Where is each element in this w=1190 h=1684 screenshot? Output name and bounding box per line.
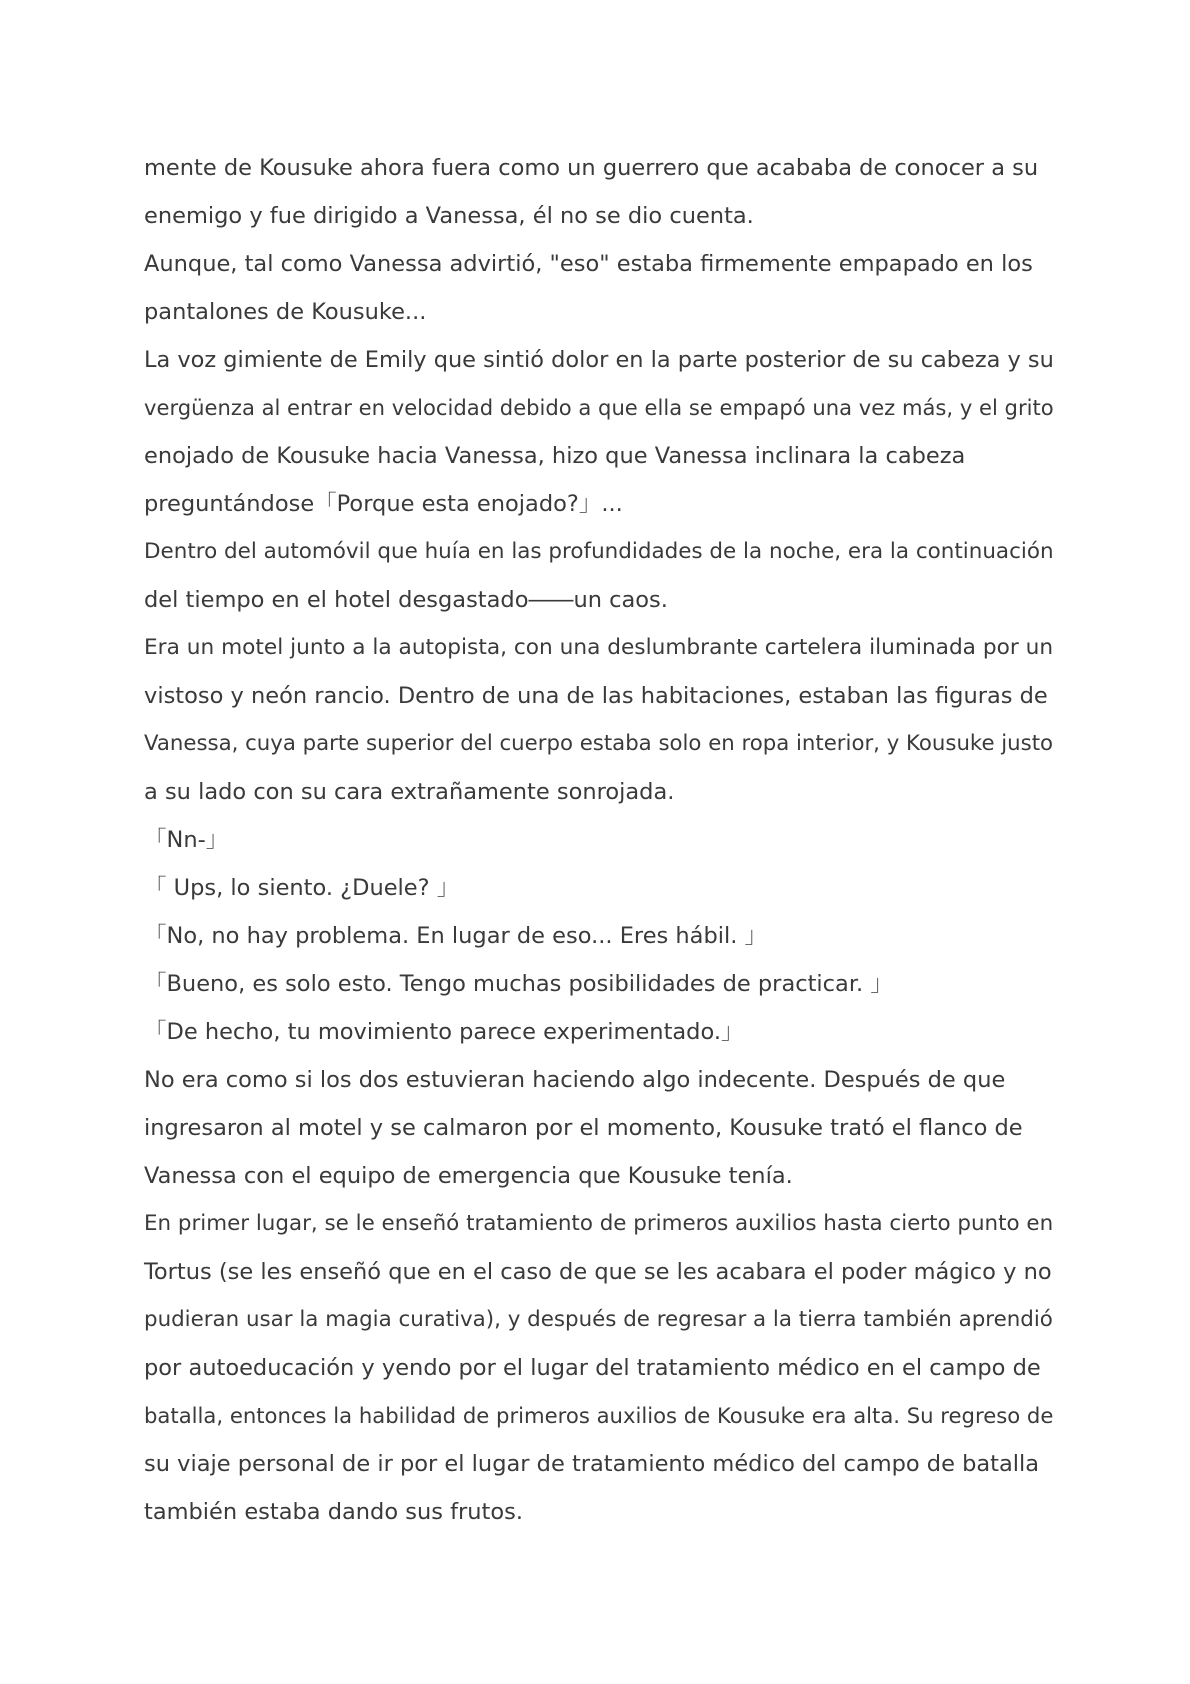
text-line: No era como si los dos estuvieran haciendo algo indecente. Después de que [144, 1067, 1006, 1093]
text-line: ingresaron al motel y se calmaron por el momento, Kousuke trató el flanco de [144, 1115, 1023, 1141]
dialogue-line: 「 Ups, lo siento. ¿Duele? 」 [144, 875, 460, 901]
text-line: a su lado con su cara extrañamente sonrojada. [144, 779, 675, 805]
text-line: pantalones de Kousuke... [144, 299, 427, 325]
text-line: Vanessa con el equipo de emergencia que Kousuke tenía. [144, 1163, 793, 1189]
text-line: enojado de Kousuke hacia Vanessa, hizo que Vanessa inclinara la cabeza [144, 443, 966, 469]
dialogue-line: 「No, no hay problema. En lugar de eso... Eres hábil. 」 [144, 923, 768, 949]
text-line: La voz gimiente de Emily que sintió dolor en la parte posterior de su cabeza y su [144, 347, 1054, 373]
dialogue-line: 「De hecho, tu movimiento parece experimentado.」 [144, 1019, 744, 1045]
text-line: vergüenza al entrar en velocidad debido a que ella se empapó una vez más, y el grito [144, 395, 1054, 420]
text-line: Tortus (se les enseñó que en el caso de que se les acabara el poder mágico y no [144, 1259, 1052, 1285]
text-body [144, 144, 1054, 1536]
text-line: Vanessa, cuya parte superior del cuerpo estaba solo en ropa interior, y Kousuke justo [144, 731, 1054, 756]
text-line: del tiempo en el hotel desgastado――un caos. [144, 587, 668, 613]
text-line: su viaje personal de ir por el lugar de tratamiento médico del campo de batalla [144, 1451, 1040, 1477]
text-line: enemigo y fue dirigido a Vanessa, él no se dio cuenta. [144, 203, 754, 229]
text-line: Aunque, tal como Vanessa advirtió, "eso" estaba firmemente empapado en los [144, 251, 1033, 277]
text-line: por autoeducación y yendo por el lugar del tratamiento médico en el campo de [144, 1355, 1041, 1381]
text-line: mente de Kousuke ahora fuera como un guerrero que acababa de conocer a su [144, 155, 1039, 181]
dialogue-line: 「Nn-」 [144, 827, 229, 853]
text-line: pudieran usar la magia curativa), y después de regresar a la tierra también aprendió [144, 1307, 1053, 1332]
text-line: En primer lugar, se le enseñó tratamiento de primeros auxilios hasta cierto punto en [144, 1211, 1054, 1236]
text-line: vistoso y neón rancio. Dentro de una de las habitaciones, estaban las figuras de [144, 683, 1048, 709]
text-line: Era un motel junto a la autopista, con una deslumbrante cartelera iluminada por un [144, 635, 1054, 660]
text-line: también estaba dando sus frutos. [144, 1499, 523, 1525]
text-line: preguntándose「Porque esta enojado?」... [144, 491, 623, 517]
dialogue-line: 「Bueno, es solo esto. Tengo muchas posibilidades de practicar. 」 [144, 971, 893, 997]
text-line: batalla, entonces la habilidad de primeros auxilios de Kousuke era alta. Su regreso de [144, 1403, 1054, 1428]
text-line: Dentro del automóvil que huía en las profundidades de la noche, era la continuación [144, 539, 1054, 564]
